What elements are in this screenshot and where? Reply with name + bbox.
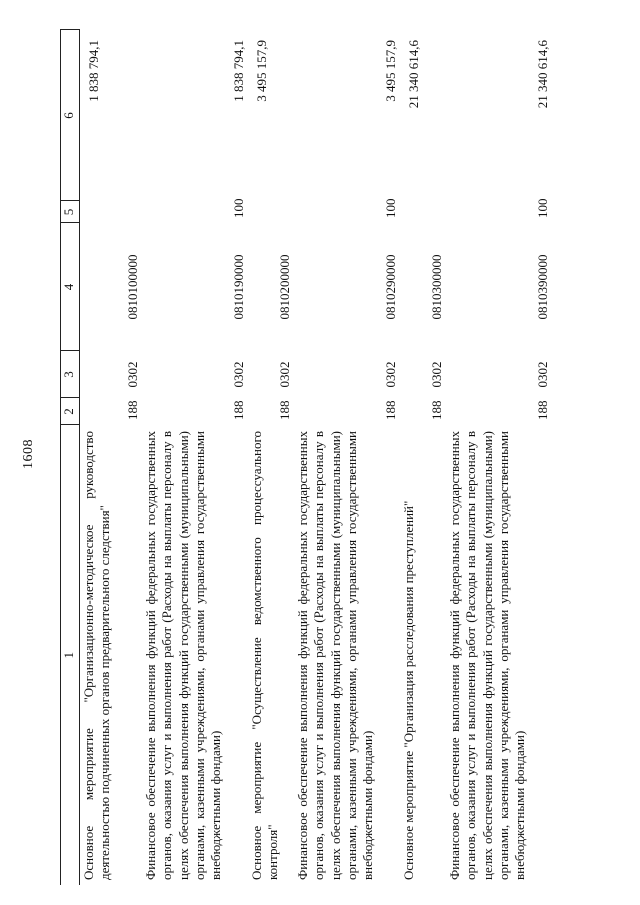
row-name: Финансовое обеспечение выполнения функций федеральных государственных органов, оказания услуг и выполнения работ (Расходы на выплаты персоналу в целях обеспечения выполнения функций государственными (муниципальными) органами, казенными учреждениями, органами управления государственными внебюджетными фондами) (295, 431, 375, 880)
budget-table (60, 30, 552, 886)
row-name: Основное мероприятие "Организационно-методическое руководство деятельностью подчиненных органов предварительного следствия" (81, 431, 113, 880)
row-target-article: 0810300000 (428, 254, 444, 320)
row-target-article: 0810390000 (534, 254, 550, 320)
row-amount: 1 838 794,1 (230, 40, 246, 102)
table-row (400, 30, 446, 885)
row-expense-type: 100 (230, 198, 246, 218)
table-row (294, 30, 400, 885)
row-amount: 21 340 614,6 (406, 40, 421, 109)
row-target-article: 0810190000 (230, 254, 246, 320)
row-razdel: 0302 (230, 361, 246, 388)
row-razdel: 0302 (428, 361, 444, 388)
row-name: Финансовое обеспечение выполнения функций федеральных государственных органов, оказания услуг и выполнения работ (Расходы на выплаты персоналу в целях обеспечения выполнения функций государственными (муниципальными) органами, казенными учреждениями, органами управления государственными внебюджетными фондами) (143, 431, 223, 880)
row-grbs: 188 (124, 400, 140, 420)
row-grbs: 188 (276, 400, 292, 420)
row-expense-type: 100 (534, 198, 550, 218)
row-target-article: 0810290000 (382, 254, 398, 320)
table-row (248, 30, 294, 885)
row-grbs: 188 (428, 400, 444, 420)
rotated-budget-table (60, 30, 625, 885)
header-col-1: 1 (61, 425, 80, 885)
row-grbs: 188 (382, 400, 398, 420)
row-name: Основное мероприятие "Организация расследования преступлений" (401, 500, 416, 880)
table-row (80, 30, 143, 885)
row-name: Финансовое обеспечение выполнения функций федеральных государственных органов, оказания услуг и выполнения работ (Расходы на выплаты персоналу в целях обеспечения выполнения функций государственными (муниципальными) органами, казенными учреждениями, органами управления государственными внебюджетными фондами) (447, 431, 527, 880)
row-grbs: 188 (534, 400, 550, 420)
row-razdel: 0302 (276, 361, 292, 388)
row-expense-type (400, 201, 446, 223)
header-col-2: 2 (61, 398, 80, 425)
row-razdel: 0302 (124, 361, 140, 388)
header-col-6: 6 (61, 30, 80, 201)
row-expense-type (80, 201, 143, 223)
row-amount: 21 340 614,6 (534, 40, 550, 109)
table-header-row (61, 30, 80, 885)
row-razdel: 0302 (534, 361, 550, 388)
header-col-4: 4 (61, 223, 80, 351)
table-row (446, 30, 552, 885)
row-amount: 3 495 157,9 (254, 40, 269, 102)
header-col-5: 5 (61, 201, 80, 223)
row-expense-type: 100 (382, 198, 398, 218)
row-amount: 3 495 157,9 (382, 40, 398, 102)
row-name: Основное мероприятие "Осуществление ведомственного процессуального контроля" (249, 431, 281, 880)
row-amount: 1 838 794,1 (86, 40, 101, 102)
table-row (142, 30, 248, 885)
row-grbs: 188 (230, 400, 246, 420)
row-razdel: 0302 (382, 361, 398, 388)
page-number: 1608 (21, 439, 36, 469)
header-col-3: 3 (61, 351, 80, 398)
row-target-article: 0810200000 (276, 254, 292, 320)
row-target-article: 0810100000 (124, 254, 140, 320)
row-expense-type (248, 201, 294, 223)
